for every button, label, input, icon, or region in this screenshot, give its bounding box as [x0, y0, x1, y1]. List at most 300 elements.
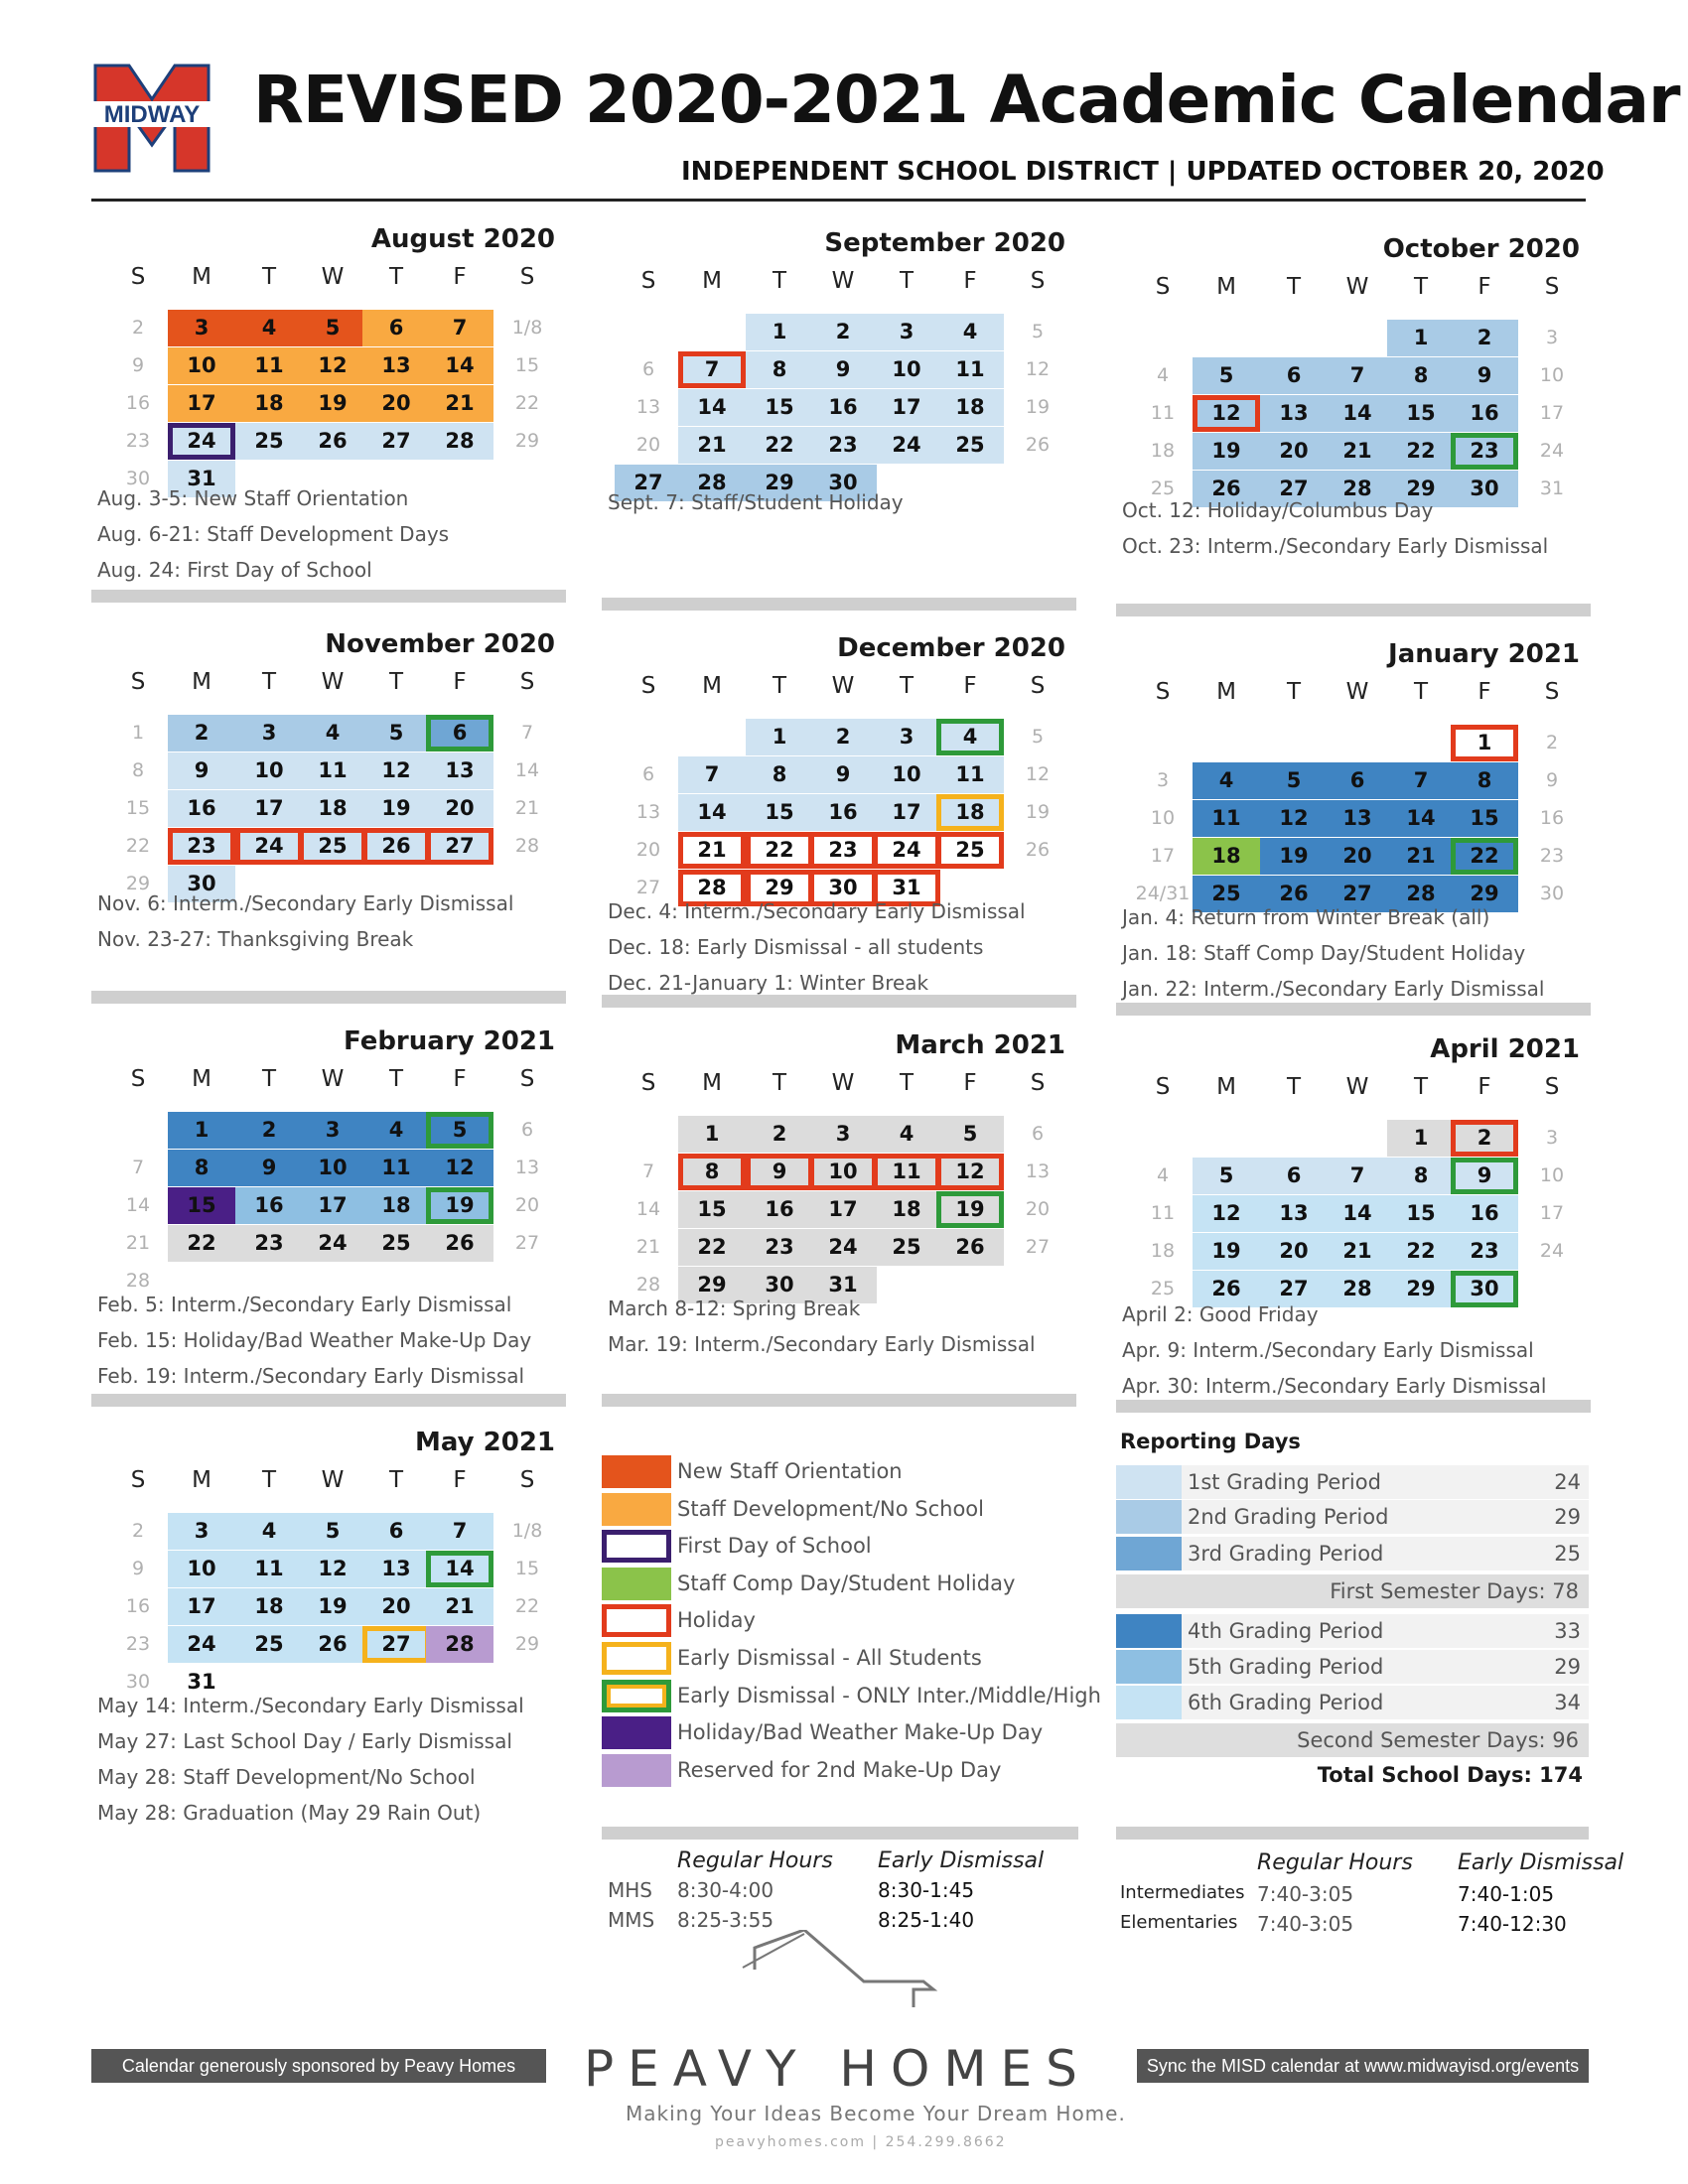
- day-header: T: [1286, 1074, 1302, 1100]
- day-header: W: [321, 1066, 345, 1092]
- section-divider: [1116, 1400, 1591, 1413]
- section-divider: [1116, 604, 1591, 616]
- sponsor-website: peavyhomes.com | 254.299.8662: [715, 2134, 1007, 2150]
- day-cell: 17: [1150, 845, 1176, 867]
- day-cell: 1: [746, 719, 813, 755]
- day-cell: 26: [1260, 876, 1328, 912]
- day-cell: 29: [678, 1267, 746, 1303]
- note: Sept. 7: Staff/Student Holiday: [608, 490, 904, 514]
- section-divider: [602, 995, 1076, 1008]
- day-cell: 2: [168, 715, 235, 751]
- day-cell: 19: [1193, 433, 1260, 470]
- day-cell: 19: [1193, 1233, 1260, 1270]
- day-cell: 25: [873, 1229, 940, 1266]
- day-cell: 27: [426, 828, 493, 865]
- day-cell: 15: [514, 1558, 540, 1579]
- grading-period-row: [1116, 1500, 1589, 1534]
- day-header: W: [1345, 274, 1369, 300]
- day-cell: 19: [1025, 801, 1051, 823]
- day-cell: 21: [426, 385, 493, 422]
- day-cell: 12: [426, 1150, 493, 1186]
- day-cell: 7: [520, 722, 534, 744]
- day-header: T: [899, 268, 914, 294]
- day-cell: 14: [426, 347, 493, 384]
- day-cell: 5: [1260, 762, 1328, 799]
- day-cell: 19: [936, 1191, 1004, 1228]
- day-header: S: [519, 1066, 535, 1092]
- day-header: S: [519, 669, 535, 695]
- note: Jan. 22: Interm./Secondary Early Dismissal: [1122, 977, 1545, 1001]
- day-cell: 11: [936, 756, 1004, 793]
- day-cell: 17: [299, 1187, 366, 1224]
- note: Aug. 24: First Day of School: [97, 558, 372, 582]
- day-header: W: [831, 268, 855, 294]
- day-cell: 18: [299, 790, 366, 827]
- day-cell: 22: [514, 392, 540, 414]
- day-cell: 6: [641, 358, 655, 380]
- day-header: F: [453, 1467, 467, 1493]
- day-cell: 20: [1025, 1198, 1051, 1220]
- regular-hours: 7:40-3:05: [1257, 1912, 1354, 1936]
- month-title: September 2020: [824, 228, 1065, 258]
- day-cell: 13: [362, 1551, 430, 1587]
- note: Feb. 19: Interm./Secondary Early Dismissal: [97, 1364, 525, 1388]
- day-cell: 23: [235, 1225, 303, 1262]
- day-cell: 27: [615, 465, 682, 501]
- note: Apr. 9: Interm./Secondary Early Dismissal: [1122, 1338, 1534, 1362]
- day-header: F: [453, 1066, 467, 1092]
- day-header: S: [1030, 268, 1046, 294]
- school-name: MHS: [608, 1878, 652, 1902]
- day-cell: 25: [1150, 1278, 1176, 1299]
- day-cell: 16: [809, 389, 877, 426]
- section-divider: [602, 1827, 1078, 1840]
- day-cell: 28: [426, 1626, 493, 1663]
- day-cell: 21: [635, 1236, 661, 1258]
- day-cell: 7: [678, 351, 746, 388]
- day-header: T: [1286, 679, 1302, 705]
- day-cell: 26: [299, 1626, 366, 1663]
- section-divider: [91, 1394, 566, 1407]
- day-cell: 18: [235, 385, 303, 422]
- day-cell: 5: [362, 715, 430, 751]
- day-cell: 7: [426, 310, 493, 346]
- day-cell: 20: [1324, 838, 1391, 875]
- day-cell: 1: [131, 722, 145, 744]
- day-cell: 12: [1025, 358, 1051, 380]
- day-cell: 27: [362, 423, 430, 460]
- day-header: T: [1413, 1074, 1429, 1100]
- day-cell: 23: [809, 832, 877, 869]
- day-cell: 31: [187, 1670, 216, 1694]
- day-cell: 16: [1539, 807, 1565, 829]
- month-notes: [608, 1291, 1036, 1362]
- day-cell: 31: [873, 870, 940, 906]
- day-cell: 6: [641, 763, 655, 785]
- legend-label: Reserved for 2nd Make-Up Day: [677, 1757, 1002, 1782]
- day-cell: 9: [809, 756, 877, 793]
- header-divider: [91, 199, 1586, 202]
- sponsor-banner: Calendar generously sponsored by Peavy Homes: [91, 2049, 546, 2083]
- day-header: T: [1413, 679, 1429, 705]
- section-divider: [91, 590, 566, 603]
- day-cell: 14: [678, 389, 746, 426]
- day-header: T: [261, 1467, 277, 1493]
- day-cell: 23: [1539, 845, 1565, 867]
- legend-swatch: [602, 1455, 671, 1488]
- day-cell: 8: [1451, 762, 1518, 799]
- house-icon: [735, 1930, 953, 2009]
- month-notes: [1122, 899, 1544, 1007]
- day-cell: 7: [426, 1513, 493, 1550]
- section-divider: [1116, 1003, 1591, 1016]
- day-cell: 4: [1156, 364, 1170, 386]
- month-notes: [608, 484, 904, 520]
- day-cell: 12: [1260, 800, 1328, 837]
- day-cell: 12: [1193, 395, 1260, 432]
- day-cell: 9: [168, 752, 235, 789]
- day-cell: 6: [1260, 1158, 1328, 1194]
- day-header: W: [321, 264, 345, 290]
- day-cell: 4: [873, 1116, 940, 1153]
- day-cell: 4: [235, 310, 303, 346]
- day-header: F: [963, 268, 977, 294]
- day-cell: 15: [746, 794, 813, 831]
- grading-period-row: [1116, 1465, 1589, 1499]
- day-cell: 22: [678, 1229, 746, 1266]
- note: Mar. 19: Interm./Secondary Early Dismissal: [608, 1332, 1036, 1356]
- day-cell: 24: [1539, 440, 1565, 462]
- legend-swatch: [602, 1716, 671, 1749]
- day-cell: 20: [1260, 1233, 1328, 1270]
- note: Feb. 5: Interm./Secondary Early Dismissal: [97, 1293, 512, 1316]
- day-cell: 16: [125, 1595, 151, 1617]
- grading-period-swatch: [1116, 1686, 1182, 1719]
- day-cell: 10: [168, 1551, 235, 1587]
- day-cell: 3: [873, 719, 940, 755]
- grading-period-label: 2nd Grading Period: [1188, 1505, 1389, 1529]
- early-hours: 8:25-1:40: [878, 1908, 975, 1932]
- day-cell: 3: [168, 1513, 235, 1550]
- day-cell: 25: [936, 832, 1004, 869]
- day-cell: 27: [635, 877, 661, 898]
- day-cell: 11: [1193, 800, 1260, 837]
- day-cell: 6: [1031, 1123, 1045, 1145]
- month-title: May 2021: [415, 1428, 555, 1457]
- section-divider: [91, 991, 566, 1004]
- day-cell: 17: [809, 1191, 877, 1228]
- page-subtitle: INDEPENDENT SCHOOL DISTRICT | UPDATED OCTOBER 20, 2020: [681, 157, 1605, 187]
- legend-label: Early Dismissal - All Students: [677, 1646, 982, 1670]
- month-title: November 2020: [325, 629, 555, 659]
- day-cell: 9: [809, 351, 877, 388]
- day-header: T: [388, 1066, 404, 1092]
- grading-period-days: 33: [1554, 1619, 1581, 1643]
- day-header: S: [640, 673, 656, 699]
- day-cell: 8: [1387, 1158, 1455, 1194]
- day-cell: 2: [746, 1116, 813, 1153]
- day-cell: 16: [809, 794, 877, 831]
- grading-period-swatch: [1116, 1500, 1182, 1534]
- month-title: March 2021: [895, 1030, 1065, 1060]
- day-header: M: [1216, 1074, 1236, 1100]
- day-cell: 27: [1260, 471, 1328, 507]
- day-cell: 3: [1545, 327, 1559, 348]
- day-cell: 10: [1539, 1164, 1565, 1186]
- day-header: T: [1286, 274, 1302, 300]
- day-cell: 18: [873, 1191, 940, 1228]
- day-cell: 30: [1451, 471, 1518, 507]
- day-header: T: [772, 1070, 787, 1096]
- day-cell: 24: [809, 1229, 877, 1266]
- day-cell: 7: [678, 756, 746, 793]
- day-header: M: [192, 669, 211, 695]
- month-title: October 2020: [1382, 234, 1580, 264]
- day-cell: 24: [1539, 1240, 1565, 1262]
- note: May 14: Interm./Secondary Early Dismissal: [97, 1694, 524, 1717]
- day-cell: 21: [426, 1588, 493, 1625]
- day-cell: 15: [746, 389, 813, 426]
- day-cell: 4: [235, 1513, 303, 1550]
- day-cell: 23: [1451, 1233, 1518, 1270]
- day-header: F: [453, 669, 467, 695]
- day-cell: 28: [678, 465, 746, 501]
- day-cell: 28: [678, 870, 746, 906]
- day-cell: 11: [362, 1150, 430, 1186]
- early-dismissal-header: Early Dismissal: [878, 1848, 1045, 1873]
- day-cell: 5: [299, 1513, 366, 1550]
- day-cell: 13: [635, 396, 661, 418]
- day-cell: 12: [299, 347, 366, 384]
- day-cell: 4: [936, 719, 1004, 755]
- day-cell: 28: [426, 423, 493, 460]
- logo-text: MIDWAY: [103, 101, 201, 128]
- day-cell: 1/8: [511, 1520, 543, 1542]
- day-cell: 29: [125, 873, 151, 894]
- legend-label: Staff Comp Day/Student Holiday: [677, 1570, 1016, 1595]
- day-cell: 9: [746, 1154, 813, 1190]
- day-cell: 4: [362, 1112, 430, 1149]
- day-cell: 15: [1451, 800, 1518, 837]
- day-cell: 1: [1387, 320, 1455, 356]
- day-header: W: [1345, 679, 1369, 705]
- day-cell: 6: [1324, 762, 1391, 799]
- page-title: REVISED 2020-2021 Academic Calendar: [253, 62, 1680, 138]
- day-cell: 18: [936, 794, 1004, 831]
- day-cell: 29: [1387, 471, 1455, 507]
- day-cell: 11: [299, 752, 366, 789]
- day-cell: 5: [936, 1116, 1004, 1153]
- day-cell: 10: [1539, 364, 1565, 386]
- day-cell: 2: [131, 317, 145, 339]
- day-cell: 21: [1324, 1233, 1391, 1270]
- day-cell: 30: [809, 870, 877, 906]
- day-cell: 29: [746, 465, 813, 501]
- day-cell: 7: [641, 1160, 655, 1182]
- day-cell: 12: [1025, 763, 1051, 785]
- day-header: T: [772, 268, 787, 294]
- month-title: April 2021: [1430, 1034, 1580, 1064]
- regular-hours-header: Regular Hours: [677, 1848, 833, 1873]
- day-cell: 27: [1260, 1271, 1328, 1307]
- legend-swatch: [602, 1754, 671, 1787]
- day-cell: 5: [1193, 1158, 1260, 1194]
- day-cell: 17: [1539, 402, 1565, 424]
- sync-calendar-link[interactable]: Sync the MISD calendar at www.midwayisd.org/events: [1137, 2049, 1589, 2083]
- day-cell: 3: [873, 314, 940, 350]
- day-cell: 23: [809, 427, 877, 464]
- grading-period-row: [1116, 1650, 1589, 1684]
- note: Dec. 4: Interm./Secondary Early Dismissal: [608, 899, 1026, 923]
- day-cell: 9: [131, 1558, 145, 1579]
- day-cell: 15: [125, 797, 151, 819]
- day-cell: 15: [1387, 1195, 1455, 1232]
- day-cell: 22: [1387, 1233, 1455, 1270]
- day-cell: 8: [168, 1150, 235, 1186]
- day-cell: 13: [1260, 395, 1328, 432]
- month-title: December 2020: [837, 633, 1065, 663]
- legend-label: Staff Development/No School: [677, 1496, 984, 1521]
- day-cell: 7: [1387, 762, 1455, 799]
- day-cell: 27: [514, 1232, 540, 1254]
- day-header: S: [640, 268, 656, 294]
- section-divider: [602, 1394, 1076, 1407]
- day-cell: 2: [1451, 1120, 1518, 1157]
- day-header: S: [1030, 673, 1046, 699]
- legend-swatch: [602, 1568, 671, 1600]
- day-cell: 19: [426, 1187, 493, 1224]
- day-header: F: [963, 1070, 977, 1096]
- day-cell: 25: [362, 1225, 430, 1262]
- grading-period-row: [1116, 1537, 1589, 1570]
- day-cell: 1: [1387, 1120, 1455, 1157]
- day-cell: 30: [125, 468, 151, 489]
- school-name: MMS: [608, 1908, 655, 1932]
- day-header: S: [519, 264, 535, 290]
- day-cell: 24: [168, 423, 235, 460]
- day-cell: 22: [1451, 838, 1518, 875]
- note: Oct. 12: Holiday/Columbus Day: [1122, 498, 1434, 522]
- sponsor-name: PEAVY HOMES: [584, 2040, 1091, 2098]
- day-cell: 1: [1451, 725, 1518, 761]
- day-cell: 25: [936, 427, 1004, 464]
- day-cell: 8: [746, 756, 813, 793]
- day-cell: 27: [1324, 876, 1391, 912]
- day-cell: 28: [1324, 471, 1391, 507]
- regular-hours: 8:25-3:55: [677, 1908, 774, 1932]
- day-cell: 21: [125, 1232, 151, 1254]
- day-cell: 10: [235, 752, 303, 789]
- day-cell: 26: [1193, 471, 1260, 507]
- day-cell: 1/8: [511, 317, 543, 339]
- day-cell: 26: [1025, 839, 1051, 861]
- note: May 28: Staff Development/No School: [97, 1765, 476, 1789]
- day-header: T: [772, 673, 787, 699]
- day-cell: 8: [678, 1154, 746, 1190]
- note: May 27: Last School Day / Early Dismissal: [97, 1729, 512, 1753]
- grading-period-days: 25: [1554, 1542, 1581, 1566]
- day-cell: 28: [635, 1274, 661, 1296]
- day-header: T: [388, 1467, 404, 1493]
- day-cell: 27: [362, 1626, 430, 1663]
- day-cell: 19: [362, 790, 430, 827]
- day-cell: 13: [362, 347, 430, 384]
- day-cell: 13: [635, 801, 661, 823]
- legend-label: Early Dismissal - ONLY Inter./Middle/High: [677, 1683, 1101, 1707]
- legend-swatch: [602, 1642, 671, 1675]
- day-cell: 3: [809, 1116, 877, 1153]
- day-header: T: [261, 1066, 277, 1092]
- day-cell: 6: [362, 1513, 430, 1550]
- sponsor-tagline: Making Your Ideas Become Your Dream Home.: [626, 2102, 1126, 2125]
- early-dismissal-header: Early Dismissal: [1458, 1850, 1624, 1875]
- school-name: Intermediates: [1120, 1882, 1245, 1903]
- day-cell: 17: [873, 389, 940, 426]
- day-cell: 7: [131, 1157, 145, 1178]
- day-cell: 4: [936, 314, 1004, 350]
- day-cell: 26: [1193, 1271, 1260, 1307]
- month-notes: [608, 893, 1026, 1001]
- day-cell: 14: [125, 1194, 151, 1216]
- day-cell: 5: [1031, 726, 1045, 748]
- day-cell: 31: [1539, 478, 1565, 499]
- day-cell: 5: [299, 310, 366, 346]
- day-cell: 25: [1193, 876, 1260, 912]
- day-cell: 26: [1025, 434, 1051, 456]
- day-cell: 12: [1193, 1195, 1260, 1232]
- day-cell: 20: [362, 1588, 430, 1625]
- day-cell: 16: [1451, 395, 1518, 432]
- grading-period-label: 5th Grading Period: [1188, 1655, 1384, 1679]
- day-cell: 18: [235, 1588, 303, 1625]
- day-cell: 13: [1025, 1160, 1051, 1182]
- day-cell: 2: [235, 1112, 303, 1149]
- day-header: W: [831, 1070, 855, 1096]
- day-cell: 23: [746, 1229, 813, 1266]
- legend-swatch: [602, 1680, 671, 1712]
- day-cell: 14: [635, 1198, 661, 1220]
- month-notes: [97, 1287, 531, 1394]
- grading-period-days: 34: [1554, 1691, 1581, 1714]
- day-header: T: [261, 669, 277, 695]
- early-hours: 8:30-1:45: [878, 1878, 975, 1902]
- legend-label: New Staff Orientation: [677, 1459, 903, 1483]
- day-cell: 18: [1150, 440, 1176, 462]
- day-cell: 20: [635, 434, 661, 456]
- day-cell: 3: [235, 715, 303, 751]
- day-cell: 24: [299, 1225, 366, 1262]
- grading-period-days: 29: [1554, 1655, 1581, 1679]
- day-header: M: [702, 268, 722, 294]
- day-cell: 14: [1324, 1195, 1391, 1232]
- day-cell: 30: [1539, 883, 1565, 904]
- month-notes: [97, 1688, 524, 1831]
- month-notes: [97, 886, 513, 957]
- day-cell: 17: [1539, 1202, 1565, 1224]
- day-cell: 21: [1324, 433, 1391, 470]
- day-header: S: [1544, 679, 1560, 705]
- day-cell: 18: [362, 1187, 430, 1224]
- day-cell: 20: [635, 839, 661, 861]
- day-cell: 13: [514, 1157, 540, 1178]
- day-cell: 22: [168, 1225, 235, 1262]
- day-cell: 26: [362, 828, 430, 865]
- day-cell: 26: [299, 423, 366, 460]
- day-cell: 16: [1451, 1195, 1518, 1232]
- day-cell: 3: [168, 310, 235, 346]
- day-cell: 7: [1324, 357, 1391, 394]
- day-header: T: [899, 673, 914, 699]
